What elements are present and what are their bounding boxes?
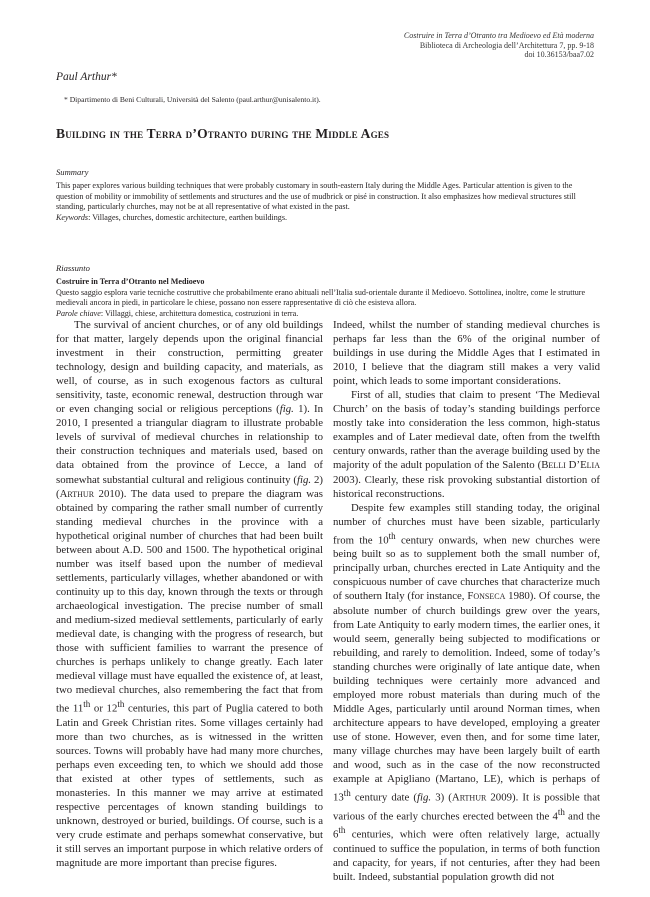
citation: Belli D’Elia — [541, 459, 600, 472]
riassunto-block — [56, 277, 601, 319]
summary-block — [56, 181, 601, 223]
summary-heading: Summary — [56, 167, 89, 177]
keywords-label: Keywords — [56, 212, 89, 222]
body-paragraph: First of all, studies that claim to present ‘The Medieval Church’ on the basis of today’s standing buildings perforce mostly take into consideration the less common, high-status examples and of Later medieval date, often from the twelfth century onwards, rather than the average building used by the majority of the adult population of the Salento (Belli D’Elia 2003). Clearly, these risk provoking substantial distortion of historical reconstructions. — [333, 389, 600, 500]
figure-ref: fig. — [297, 473, 312, 486]
parole-chiave-text: : Villaggi, chiese, architettura domestica, costruzioni in terra. — [100, 308, 299, 318]
header-series: Biblioteca di Archeologia dell’Architettura 7, pp. 9-18 — [419, 40, 594, 50]
summary-keywords — [56, 213, 601, 224]
figure-ref: fig. — [417, 791, 432, 804]
author-affiliation: * Dipartimento di Beni Culturali, Università del Salento (paul.arthur@unisalento.it). — [64, 95, 321, 104]
left-column — [56, 318, 323, 870]
header-volume-title: Costruire in Terra d’Otranto tra Medioevo ed Età moderna — [403, 31, 594, 40]
header-doi: doi 10.36153/baa7.02 — [524, 50, 594, 60]
body-paragraph: Indeed, whilst the number of standing medieval churches is perhaps far less than the 6% of the original number of buildings in use during the Middle Ages that I estimated in 2010, I believe that the diagram still makes a very valid point, which leads to some important considerations. — [333, 319, 600, 388]
article-title: Building in the Terra d’Otranto during the Middle Ages — [56, 126, 390, 141]
riassunto-subtitle: Costruire in Terra d’Otranto nel Medioevo — [56, 277, 205, 286]
parole-chiave-label: Parole chiave — [56, 308, 101, 318]
citation: Fonseca — [467, 590, 506, 603]
figure-ref: fig. — [279, 403, 294, 416]
citation: Arthur — [451, 791, 487, 804]
author-name: Paul Arthur* — [56, 71, 117, 83]
body-paragraph: Despite few examples still standing today, the original number of churches must have been sizable, particularly from the 10th century onwards, when new churches were being built so as to supplement both the small number of, principally urban, churches erected in Late Antiquity and the conspicuous number of cave churches that characterize much of southern Italy (for instance, Fonseca 1980). Of course, the absolute number of church buildings grew over the years, from Late Antiquity to early modern times, the earlier ones, it would seem, generally being subjected to modifications or rebuilding, and rarely to demolition. Indeed, some of today’s standing churches were originally of late antique date, when building techniques were certainly more advanced and employed more robust materials than during much of the Middle Ages, particularly until around Norman times, when architecture appears to have developed, employing a greater use of stone. However, even then, and for some time later, many village churches may have been largely built of earth and wood, such as in the case of the now reconstructed example at Apigliano (Martano, LE), which is perhaps of 13th century date (fig. 3) (Arthur 2009). It is possible that various of the early churches erected between the 4th and the 6th centuries, which were often relatively large, actually continued to suffice the population, in terms of both function and capacity, for years, if not centuries, after they had been built. Indeed, substantial population growth did not — [333, 501, 601, 884]
keywords-text: : Villages, churches, domestic architecture, earthen buildings. — [88, 212, 288, 222]
right-column — [333, 318, 600, 884]
riassunto-text: Questo saggio esplora varie tecniche costruttive che probabilmente erano abituali nell’Italia sud-orientale durante il Medioevo. Sottolinea, inoltre, come le strutture medievali ancora in piedi, in particolare le chiese, possano non essere rappresentative di ciò che esisteva allora. — [56, 287, 586, 308]
citation: Arthur — [59, 487, 95, 500]
riassunto-heading: Riassunto — [56, 263, 90, 273]
body-paragraph: The survival of ancient churches, or of any old buildings for that matter, largely depends upon the original financial investment in their construction, permitting greater technology, design and building capacity, and materials, as well, of course, as in such exogenous factors as cultural sensitivity, taste, economic renewal, destruction through war or even changing social or religious perceptions (fig. 1). In 2010, I presented a triangular diagram to illustrate probable levels of survival of medieval churches in relationship to their construction techniques and materials used, based on data obtained from the province of Lecce, a land of somewhat substantial cultural and religious continuity (fig. 2) (Arthur 2010). The data used to prepare the diagram was obtained by comparing the rather small number of currently standing medieval churches in the province with a hypothetical original number of churches that had been built between about A.D. 500 and 1500. The hypothetical original number was itself based upon the number of medieval settlements, particularly villages, whether abandoned or with continuity up to this day, known through the texts or through archaeological investigation. The precise number of small and medium-sized medieval settlements, particularly of early medieval date, is changing with the progress of research, but those with sufficient families to warrant the presence of churches is perhaps unlikely to change greatly. Each later medieval village must have equalled the existence of, at least, two medieval churches, also remembering the fact that from the 11th or 12th centuries, this part of Puglia catered to both Latin and Greek Christian rites. Some villages certainly had more than two churches, as is witnessed in the written sources. Towns will probably have had many more churches, perhaps even exceeding ten, to which we should add those that existed at other types of settlements, such as monasteries. In this manner we may arrive at estimated respective percentages of known standing buildings to unknown, destroyed or buried, buildings. Of course, such is a very crude estimate and perhaps somewhat conservative, but it still serves an important purpose in which relative orders of magnitude are more important than precise figures. — [56, 319, 324, 870]
running-header — [404, 31, 594, 60]
summary-text: This paper explores various building techniques that were probably customary in south-eastern Italy during the Middle Ages. Particular attention is given to the question of mobility or immobility of settlements and structures and the use of mudbrick or pisé in construction. It also emphasizes how medieval structures still standing, particularly churches, may not be at all representative of what existed in the past. — [56, 181, 576, 212]
